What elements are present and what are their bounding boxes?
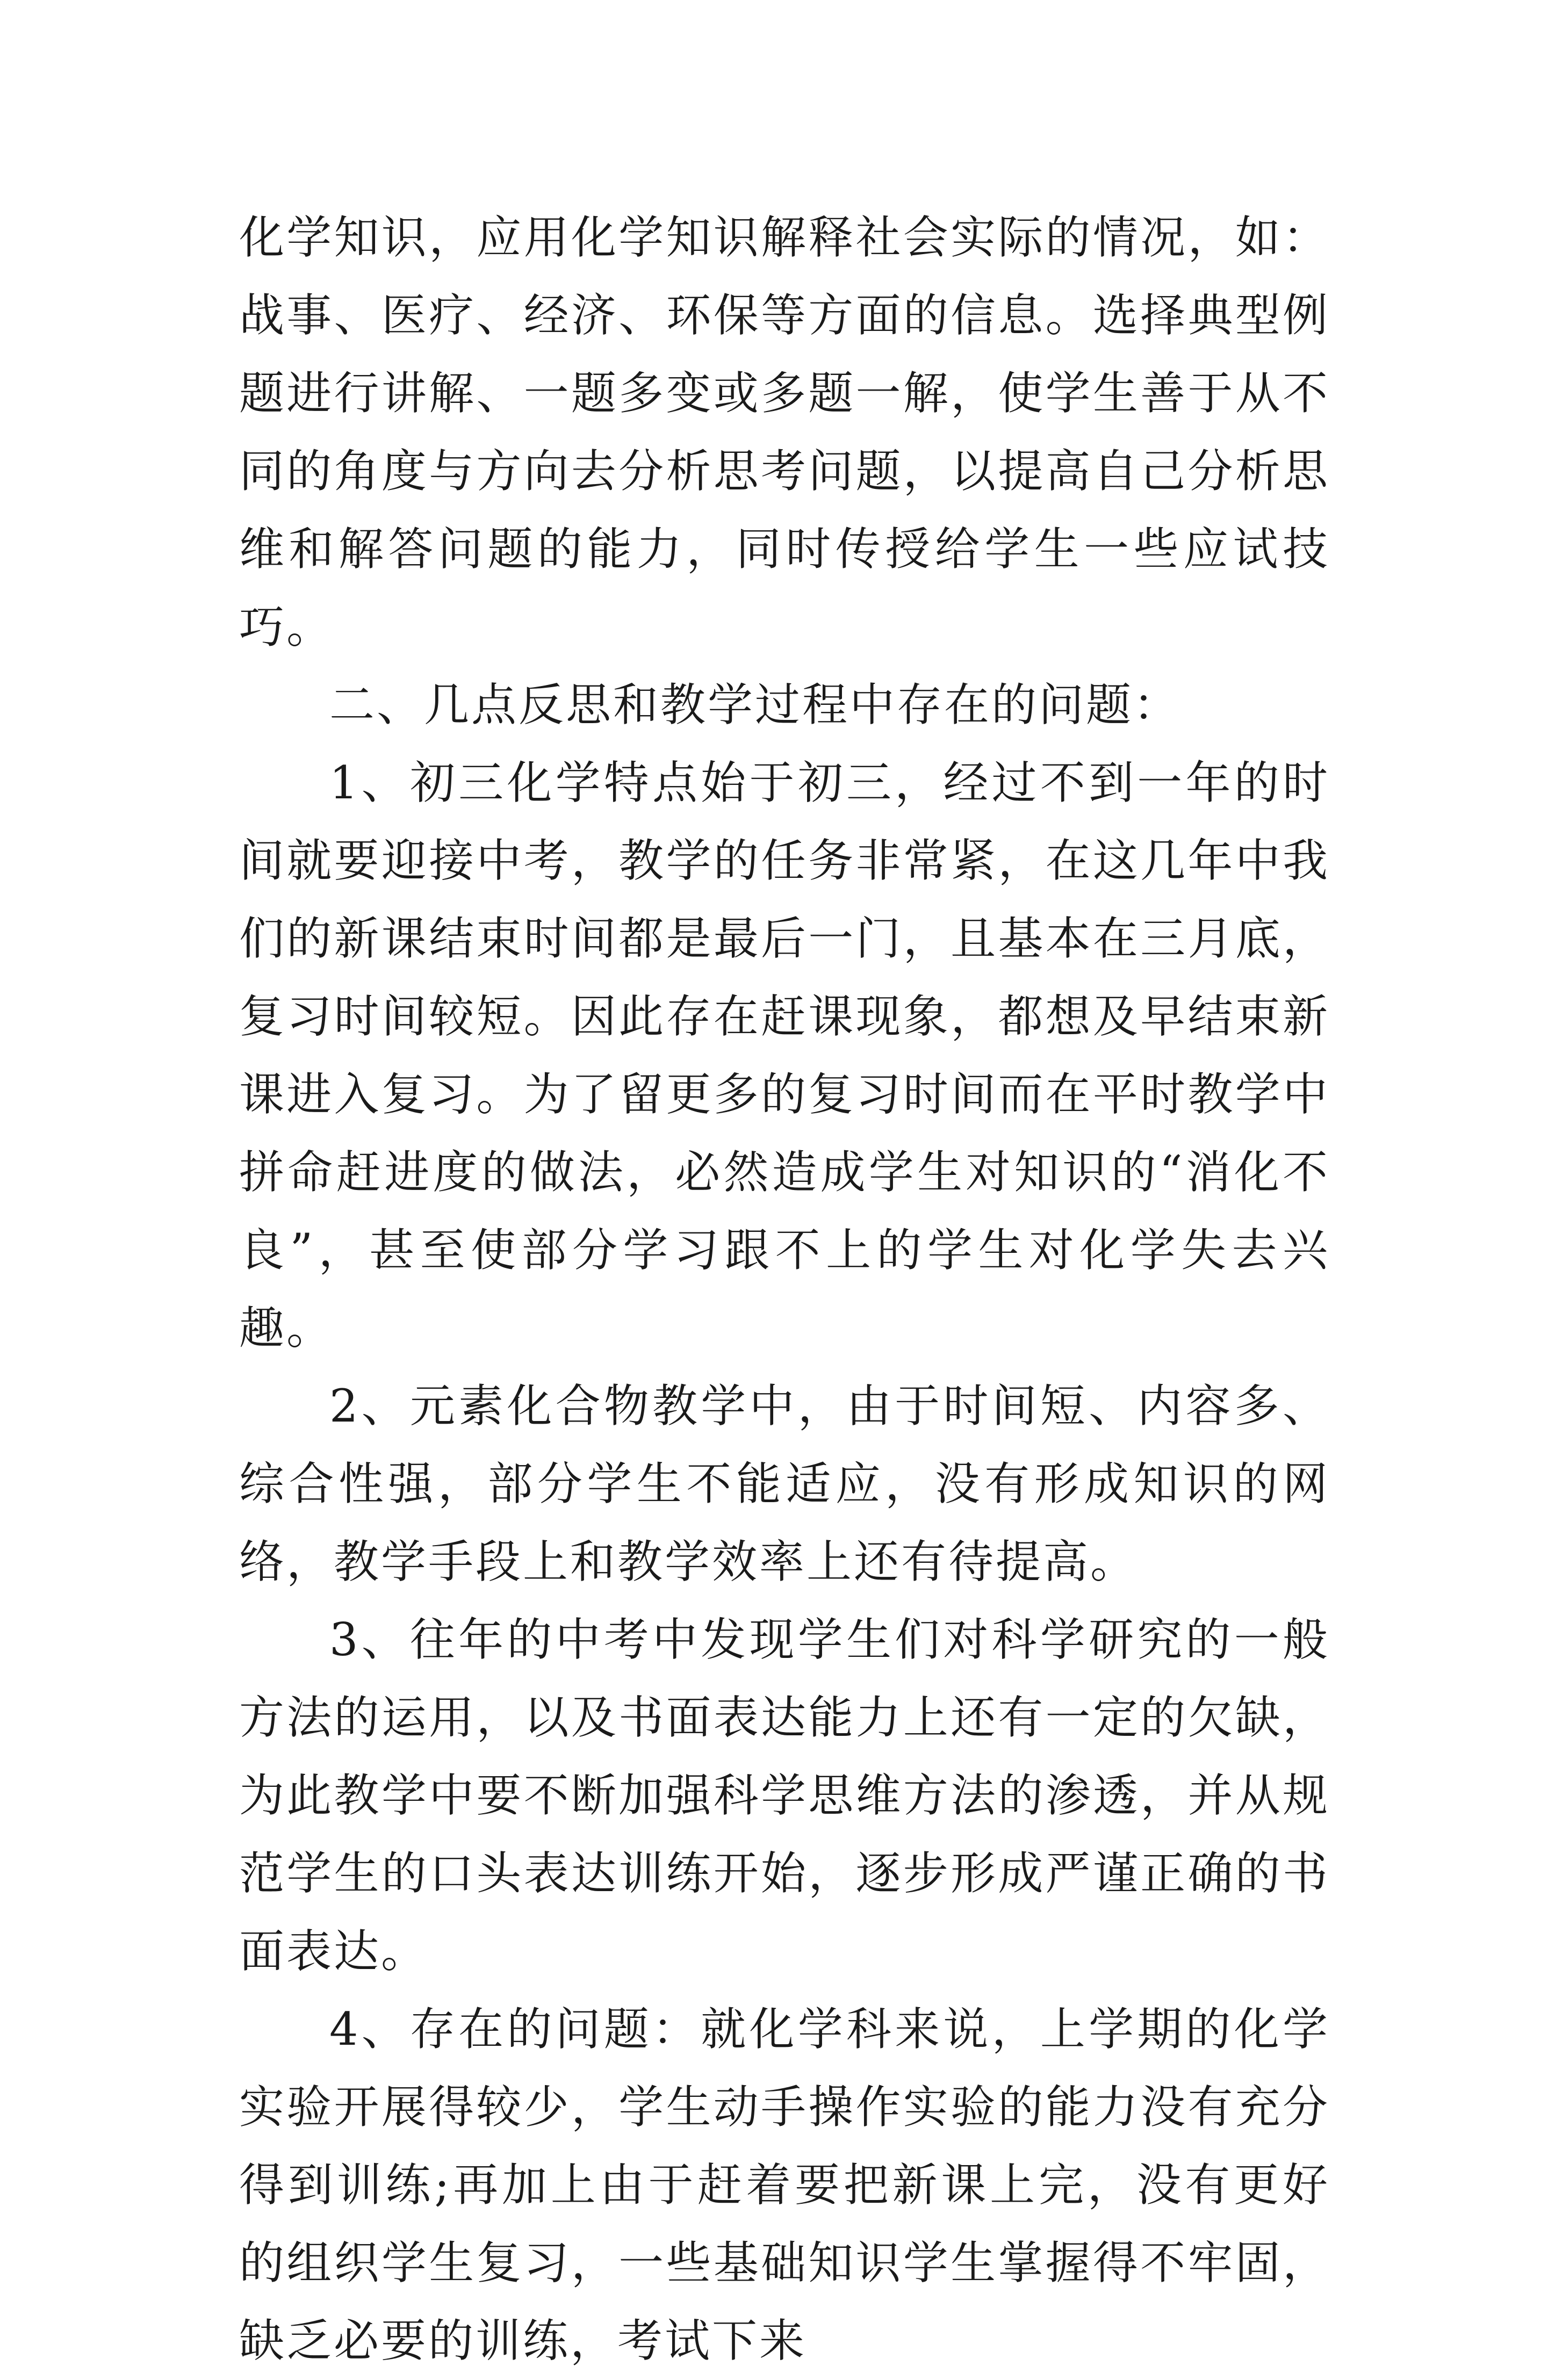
paragraph-item-3: 3、往年的中考中发现学生们对科学研究的一般方法的运用，以及书面表达能力上还有一定的欠缺，为此教学中要不断加强科学思维方法的渗透，并从规范学生的口头表达训练开始，逐步形成严谨正确的书面表达。: [239, 1613, 1330, 1978]
paragraph-item-4: 4、存在的问题：就化学科来说，上学期的化学实验开展得较少，学生动手操作实验的能力没有充分得到训练;再加上由于赶着要把新课上完，没有更好的组织学生复习，一些基础知识学生掌握得不牢固，缺乏必要的训练，考试下来: [239, 2003, 1330, 2367]
paragraph-section-heading: 二、几点反思和教学过程中存在的问题：: [329, 679, 1181, 731]
paragraph-item-1: 1、初三化学特点始于初三，经过不到一年的时间就要迎接中考，教学的任务非常紧，在这几年中我们的新课结束时间都是最后一门，且基本在三月底，复习时间较短。因此存在赶课现象，都想及早结束新课进入复习。为了留更多的复习时间而在平时教学中拼命赶进度的做法，必然造成学生对知识的“消化不良”，甚至使部分学习跟不上的学生对化学失去兴趣。: [239, 756, 1330, 1354]
document-body: [239, 199, 1330, 2380]
paragraph-continuation: 化学知识，应用化学知识解释社会实际的情况，如：战事、医疗、经济、环保等方面的信息。选择典型例题进行讲解、一题多变或多题一解，使学生善于从不同的角度与方向去分析思考问题，以提高自己分析思维和解答问题的能力，同时传授给学生一些应试技巧。: [239, 211, 1330, 653]
paragraph-item-2: 2、元素化合物教学中，由于时间短、内容多、综合性强，部分学生不能适应，没有形成知识的网络，教学手段上和教学效率上还有待提高。: [239, 1380, 1330, 1588]
